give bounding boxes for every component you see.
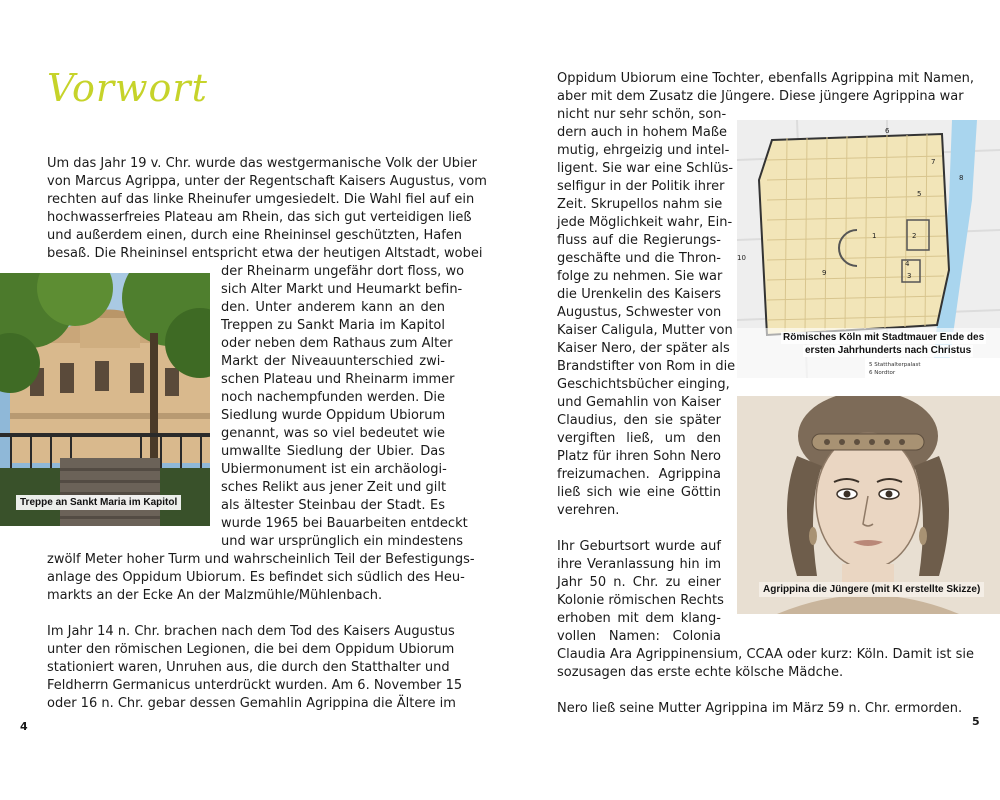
text-line: noch nachempfunden werden. Die (221, 390, 446, 405)
text-line: selfigur in der Politik ihrer (557, 179, 725, 194)
text-line: Zeit. Skrupellos nahm sie (557, 197, 723, 212)
text-line: und Gemahlin von Kaiser (557, 395, 721, 410)
text-line: oder neben dem Rathaus zum Alter (221, 336, 453, 351)
photo-caption: Treppe an Sankt Maria im Kapitol (16, 495, 181, 510)
map-legend-item: 5 Statthalterpalast (869, 362, 921, 368)
agrippina-portrait (737, 396, 1000, 614)
map-number-5: 5 (917, 190, 922, 198)
map-number-6: 6 (885, 127, 890, 135)
text-line: Treppen zu Sankt Maria im Kapitol (221, 318, 445, 333)
map-number-9: 9 (822, 269, 827, 277)
text-line: ligent. Sie war eine Schlüs- (557, 161, 734, 176)
text-line: verehren. (557, 503, 620, 518)
page-title: Vorwort (47, 66, 208, 110)
map-number-10: 10 (737, 254, 746, 262)
text-line: Ubiermonument ist ein archäologi- (221, 462, 447, 477)
text-line: und war ursprünglich ein mindestens (221, 534, 463, 549)
text-line: Im Jahr 14 n. Chr. brachen nach dem Tod des Kaisers Augustus (47, 624, 455, 639)
map-number-8: 8 (959, 174, 964, 182)
church-photo (0, 273, 210, 526)
text-line: stationiert waren, Unruhen aus, die durch den Statthalter und (47, 660, 450, 675)
map-number-3: 3 (907, 272, 912, 280)
text-line: erhoben mit dem klang- (557, 611, 721, 626)
text-line: genannt, was so viel bedeutet wie (221, 426, 445, 441)
text-line: Oppidum Ubiorum eine Tochter, ebenfalls Agrippina mit Namen, (557, 71, 975, 86)
text-line: Um das Jahr 19 v. Chr. wurde das westgermanische Volk der Ubier (47, 156, 477, 171)
text-line: der Rheinarm ungefähr dort floss, wo (221, 264, 465, 279)
text-line: aber mit dem Zusatz die Jüngere. Diese jüngere Agrippina war (557, 89, 964, 104)
text-line: besaß. Die Rheininsel entspricht etwa der heutigen Altstadt, wobei (47, 246, 483, 261)
text-line: oder 16 n. Chr. gebar dessen Gemahlin Agrippina die Ältere im (47, 696, 456, 711)
text-line: Geschichtsbücher einging, (557, 377, 730, 392)
text-line: Siedlung wurde Oppidum Ubiorum (221, 408, 446, 423)
text-line: zwölf Meter hoher Turm und wahrscheinlich Teil der Befestigungs- (47, 552, 475, 567)
text-line: von Marcus Agrippa, unter der Regentschaft Kaisers Augustus, vom (47, 174, 487, 189)
text-line: sches Relikt aus jener Zeit und gilt (221, 480, 447, 495)
text-line: markts an der Ecke An der Malzmühle/Mühlenbach. (47, 588, 383, 603)
text-line: dern auch in hohem Maße (557, 125, 728, 140)
text-line: ihre Veranlassung hin im (557, 557, 721, 572)
roman-cologne-map (737, 120, 1000, 378)
text-line: freizumachen. Agrippina (557, 467, 721, 482)
text-line: schen Plateau und Rheinarm immer (221, 372, 455, 387)
map-number-7: 7 (931, 158, 936, 166)
text-line: umwallte Siedlung der Ubier. Das (221, 444, 445, 459)
map-number-1: 1 (872, 232, 877, 240)
text-line: anlage des Oppidum Ubiorum. Es befindet sich südlich des Heu- (47, 570, 465, 585)
text-line: Platz für ihren Sohn Nero (557, 449, 721, 464)
text-line: den. Unter anderem kann an den (221, 300, 445, 315)
text-line: Claudius, den sie später (557, 413, 721, 428)
text-line: fluss auf die Regierungs- (557, 233, 721, 248)
text-line: geschäfte und die Thron- (557, 251, 721, 266)
text-line: nicht nur sehr schön, son- (557, 107, 727, 122)
text-line: Nero ließ seine Mutter Agrippina im März 59 n. Chr. ermorden. (557, 701, 963, 716)
text-line: Markt der Niveauunterschied zwi- (221, 354, 445, 369)
text-line: vollen Namen: Colonia (557, 629, 721, 644)
page-number-right: 5 (972, 715, 980, 728)
text-line: Claudia Ara Agrippinensium, CCAA oder kurz: Köln. Damit ist sie (557, 647, 975, 662)
text-line: vergiften ließ, um den (557, 431, 721, 446)
text-line: jede Möglichkeit wahr, Ein- (557, 215, 733, 230)
text-line: als ältester Steinbau der Stadt. Es (221, 498, 445, 513)
map-number-2: 2 (912, 232, 917, 240)
text-line: rechten auf das linke Rheinufer umgesiedelt. Die Wahl fiel auf ein (47, 192, 475, 207)
text-line: Kaiser Caligula, Mutter von (557, 323, 733, 338)
text-line: sich Alter Markt und Heumarkt befin- (221, 282, 463, 297)
map-caption-line-2: ersten Jahrhunderts nach Christus (805, 345, 972, 356)
text-line: unter den römischen Legionen, die bei dem Oppidum Ubiorum (47, 642, 455, 657)
text-line: folge zu nehmen. Sie war (557, 269, 723, 284)
text-line: Augustus, Schwester von (557, 305, 722, 320)
portrait-caption: Agrippina die Jüngere (mit KI erstellte Skizze) (759, 582, 984, 597)
map-number-4: 4 (905, 260, 910, 268)
text-line: ließ sich wie eine Göttin (557, 485, 721, 500)
text-line: hochwasserfreies Plateau am Rhein, das sich gut verteidigen ließ (47, 210, 472, 225)
text-line: Kolonie römischen Rechts (557, 593, 724, 608)
text-line: wurde 1965 bei Bauarbeiten entdeckt (221, 516, 468, 531)
map-caption-line-1: Römisches Köln mit Stadtmauer Ende des (783, 332, 985, 343)
text-line: sozusagen das erste echte kölsche Mädche. (557, 665, 844, 680)
text-line: die Urenkelin des Kaisers (557, 287, 721, 302)
text-line: mutig, ehrgeizig und intel- (557, 143, 730, 158)
text-line: Jahr 50 n. Chr. zu einer (557, 575, 721, 590)
page-number-left: 4 (20, 720, 28, 733)
text-line: und außerdem einen, durch eine Rheininsel geschützten, Hafen (47, 228, 463, 243)
text-line: Kaiser Nero, der später als (557, 341, 730, 356)
map-legend-item: 6 Nordtor (869, 370, 896, 376)
text-line: Feldherrn Germanicus unterdrückt wurden. Am 6. November 15 (47, 678, 463, 693)
text-line: Ihr Geburtsort wurde auf (557, 539, 721, 554)
text-line: Brandstifter von Rom in die (557, 359, 736, 374)
